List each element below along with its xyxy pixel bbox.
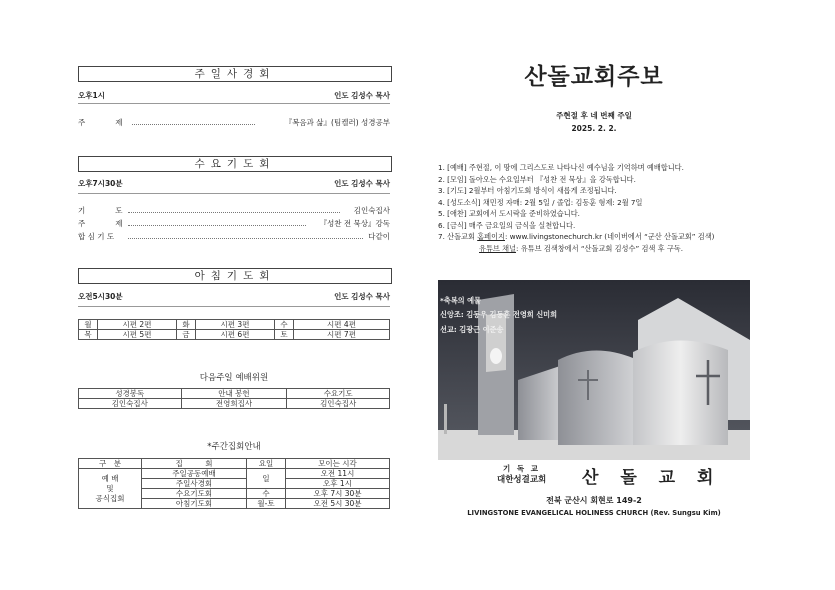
table-row (79, 389, 390, 399)
table-cell: 화 (177, 320, 196, 330)
psalm-schedule-table (78, 319, 390, 340)
sunday-theme-value: 『복음과 삶』(팀켈러) 성경공부 (284, 118, 390, 127)
wednesday-title: 수요기도회 (78, 156, 392, 172)
blessing-mission: 선교: 김광근 이준송 (440, 325, 504, 334)
weekly-title: *주간집회안내 (207, 442, 261, 452)
announcement-item-website (438, 231, 768, 243)
table-header: 요일 (247, 459, 286, 469)
church-english-name: LIVINGSTONE EVANGELICAL HOLINESS CHURCH (Rev. Sungsu Kim) (467, 509, 721, 517)
table-cell: 일 (247, 469, 286, 489)
weekly-table (78, 458, 390, 509)
table-header: 성경봉독 (79, 389, 182, 399)
table-cell: 오전 11시 (286, 469, 390, 479)
table-cell: 시편 4편 (294, 320, 390, 330)
table-cell: 금 (177, 330, 196, 340)
leader-dots (128, 238, 363, 239)
leader-dots (132, 124, 255, 125)
wednesday-unison-label: 합 심 기 도 (78, 232, 115, 241)
table-cell: 주일사경회 (142, 479, 247, 489)
wednesday-unison-value: 다같이 (368, 232, 390, 241)
wednesday-leader: 인도 김성수 목사 (334, 179, 390, 188)
youtube-label[interactable]: 유튜브 채널 (479, 243, 517, 253)
wednesday-theme-value: 『성찬 전 묵상』강독 (319, 219, 390, 228)
table-cell: 수 (275, 320, 294, 330)
table-cell: 수 (247, 489, 286, 499)
leader-dots (128, 225, 306, 226)
church-photo (438, 280, 750, 460)
table-header: 안내 봉헌 (181, 389, 287, 399)
table-header: 모이는 시각 (286, 459, 390, 469)
announcement-item: 2. [모임] 돌아오는 수요일부터 『성찬 전 묵상』을 강독합니다. (438, 174, 636, 184)
table-cell: 주일공동예배 (142, 469, 247, 479)
table-cell: 수요기도회 (142, 489, 247, 499)
table-cell: 오후 1시 (286, 479, 390, 489)
table-cell: 오후 7시 30분 (286, 489, 390, 499)
bulletin-date: 2025. 2. 2. (571, 124, 617, 133)
table-cell: 시편 6편 (196, 330, 275, 340)
divider (78, 193, 390, 194)
table-row (79, 469, 390, 479)
divider (78, 103, 390, 104)
website-label[interactable]: 홈페이지 (477, 232, 505, 241)
next-week-table (78, 388, 390, 409)
blessing-title: *축복의 예물 (440, 296, 481, 305)
announcements-list (438, 162, 768, 254)
table-cell-category: 예 배 및 공식집회 (79, 469, 142, 509)
announcement-item: 5. [애찬] 교회에서 도시락을 준비하였습니다. (438, 209, 580, 218)
announcement-item: 1. [예배] 주현절, 이 땅에 그리스도로 나타나신 예수님을 기억하며 예배합니다. (438, 163, 684, 172)
announcement-item: 6. [금식] 매주 금요일의 금식을 실천합니다. (438, 220, 576, 230)
table-cell: 김인숙집사 (287, 399, 390, 409)
divider (78, 306, 390, 307)
table-cell: 시편 5편 (98, 330, 177, 340)
leader-dots (128, 212, 340, 213)
sunday-title: 주일사경회 (78, 66, 392, 82)
table-row (79, 320, 390, 330)
website-prefix: 7. 산돌교회 (438, 232, 478, 241)
church-name: 산 돌 교 회 (582, 468, 722, 488)
morning-title: 아침기도회 (78, 268, 392, 284)
table-cell: 시편 7편 (294, 330, 390, 340)
wednesday-prayer-label: 기 도 (78, 206, 123, 215)
wednesday-time: 오후7시30분 (78, 179, 123, 188)
church-building-illustration (438, 280, 750, 460)
bulletin-subtitle: 주현절 후 네 번째 주일 (556, 111, 632, 120)
announcement-item: 4. [성도소식] 채민정 자매: 2월 5일 / 졸업: 김동훈 형제: 2월 7일 (438, 197, 643, 207)
website-text: : www.livingstonechurch.kr (네이버에서 “군산 산돌교회” 검색) (504, 232, 715, 241)
sunday-theme-label: 주 제 (78, 118, 123, 127)
table-cell: 목 (79, 330, 98, 340)
morning-leader: 인도 김성수 목사 (334, 292, 390, 301)
youtube-text: : 유튜브 검색창에서 “산돌교회 김성수” 검색 후 구독. (516, 243, 684, 253)
table-cell: 아침기도회 (142, 499, 247, 509)
next-week-title: 다음주일 예배위원 (199, 373, 269, 383)
denomination-top: 기 독 교 (503, 464, 540, 473)
church-address: 전북 군산시 회현로 149-2 (546, 496, 642, 505)
wednesday-theme-label: 주 제 (78, 219, 123, 228)
table-row (79, 330, 390, 340)
table-cell: 오전 5시 30분 (286, 499, 390, 509)
table-cell: 전영희집사 (181, 399, 287, 409)
table-cell: 월 (79, 320, 98, 330)
announcement-item: 3. [기도] 2월부터 아침기도회 방식이 새롭게 조정됩니다. (438, 186, 617, 195)
table-header: 집 회 (142, 459, 247, 469)
table-row (79, 459, 390, 469)
denomination: 대한성결교회 (497, 475, 547, 485)
table-header: 수요기도 (287, 389, 390, 399)
table-cell: 토 (275, 330, 294, 340)
morning-time: 오전5시30분 (78, 292, 123, 301)
blessing-gift: 신앙조: 김동우 김동훈 전영희 신미희 (440, 310, 558, 319)
bulletin-title: 산돌교회주보 (524, 64, 664, 90)
sunday-time: 오후1시 (78, 91, 105, 100)
table-cell: 월-토 (247, 499, 286, 509)
table-cell: 시편 2편 (98, 320, 177, 330)
table-cell: 시편 3편 (196, 320, 275, 330)
sunday-leader: 인도 김성수 목사 (334, 91, 390, 100)
announcement-item-youtube (438, 243, 768, 255)
wednesday-prayer-value: 김인숙집사 (353, 206, 390, 215)
table-header: 구 분 (79, 459, 142, 469)
table-row (79, 399, 390, 409)
table-cell: 김인숙집사 (79, 399, 182, 409)
